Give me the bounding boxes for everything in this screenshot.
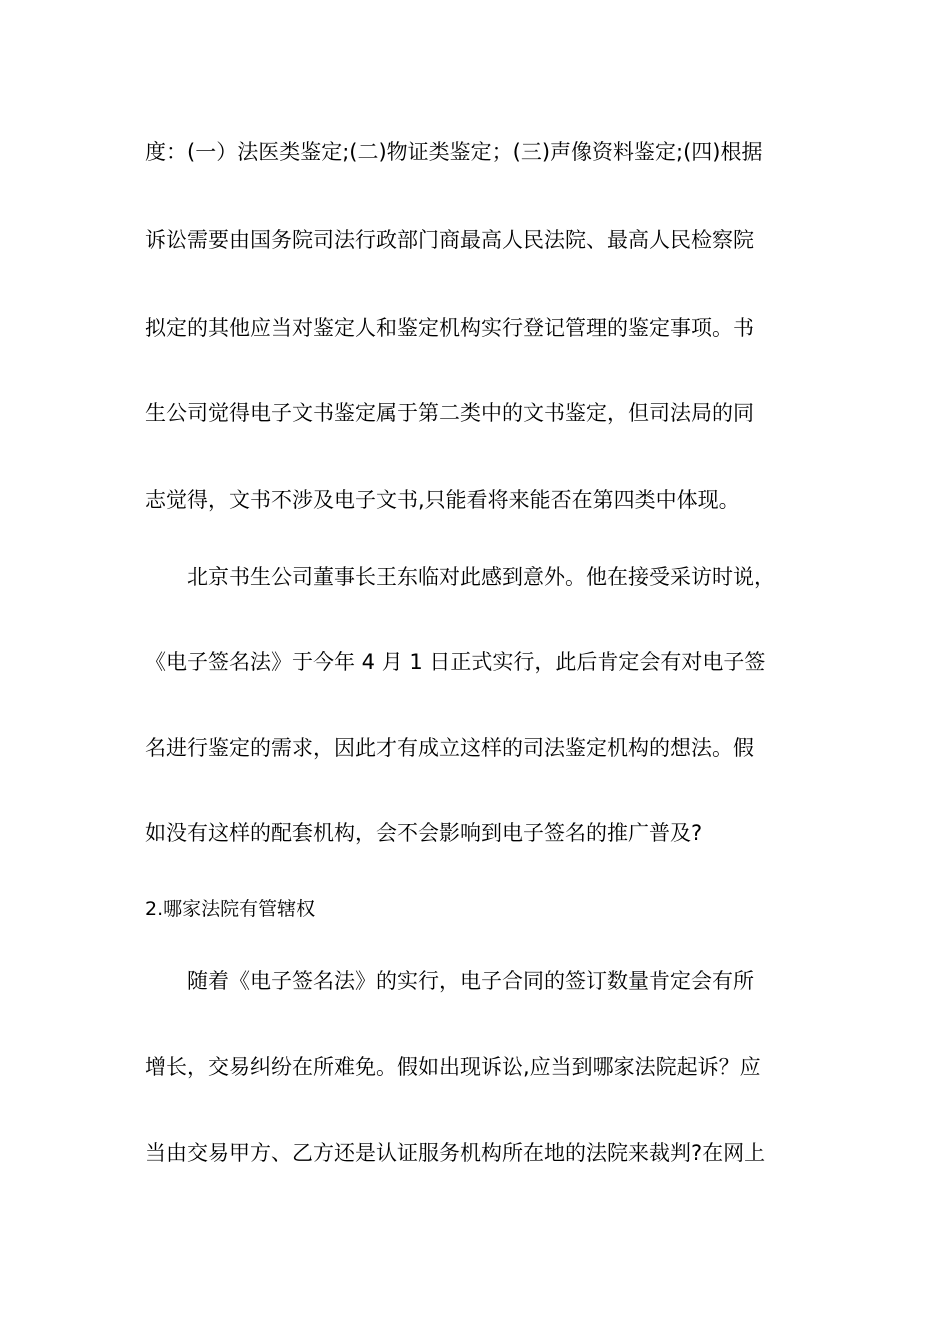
paragraph-3-line-3: 当由交易甲方、乙方还是认证服务机构所在地的法院来裁判?在网上 — [145, 1141, 766, 1165]
paragraph-2-line-1: 北京书生公司董事长王东临对此感到意外。他在接受采访时说， — [187, 565, 775, 589]
paragraph-3-line-2: 增长，交易纠纷在所难免。假如出现诉讼,应当到哪家法院起诉？应 — [145, 1055, 761, 1079]
paragraph-3-line-1: 随着《电子签名法》的实行，电子合同的签订数量肯定会有所 — [187, 969, 754, 993]
paragraph-1-line-1: 度：(一）法医类鉴定;(二)物证类鉴定；(三)声像资料鉴定;(四)根据 — [145, 140, 763, 164]
paragraph-1-line-4: 生公司觉得电子文书鉴定属于第二类中的文书鉴定，但司法局的同 — [145, 401, 754, 425]
paragraph-1-line-3: 拟定的其他应当对鉴定人和鉴定机构实行登记管理的鉴定事项。书 — [145, 316, 754, 340]
paragraph-2-line-2: 《电子签名法》于今年 4 月 1 日正式实行，此后肯定会有对电子签 — [145, 650, 766, 674]
paragraph-1-line-2: 诉讼需要由国务院司法行政部门商最高人民法院、最高人民检察院 — [145, 228, 754, 252]
paragraph-1-line-5: 志觉得，文书不涉及电子文书,只能看将来能否在第四类中体现。 — [145, 488, 740, 512]
section-heading: 2.哪家法院有管辖权 — [145, 898, 316, 920]
paragraph-2-line-4: 如没有这样的配套机构，会不会影响到电子签名的推广普及? — [145, 821, 703, 845]
paragraph-2-line-3: 名进行鉴定的需求，因此才有成立这样的司法鉴定机构的想法。假 — [145, 736, 754, 760]
